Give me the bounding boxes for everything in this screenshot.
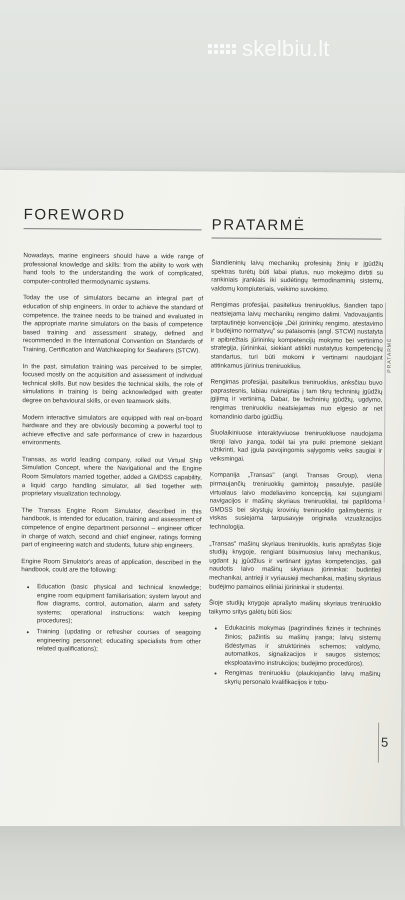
pratarme-bullet: • Rengimas treniruokliu (plaukiojančio laivų mašinų skyrių personalo kvalifikacijos ir tobu- xyxy=(224,670,380,688)
foreword-paragraph: Today the use of simulators became an integral part of education of ship engineers. In order to achieve the standard of competence, the trainee needs to be trained and evaluated in the appropriate marine simulators on the basis of competence based training and assessment strategy, defined and recommended in the International Convention on Standards of Training, Certification and Watchkeeping for Seafarers (STCW). xyxy=(22,294,204,355)
pratarme-paragraph: „Transas" mašinų skyriaus treniruoklis, kuris aprašytas šioje studijų knygoje, rengiant būsimuosius laivų mechanikus, ugdant jų įgūdžius ir vertinant įgytas kompetencijas, gali naudotis laivo mašinų skyriaus jūrininkai: budintieji mechanikai, antrieji ir vyriausieji mechanikai, mašinų skyriaus budėjimo pamainos eiliniai jūrininkai ir studentai. xyxy=(209,540,382,592)
pratarme-paragraph: Rengimas profesijai, pasitelkus treniruoklius, anksčiau buvo paprastesnis, labiau nukreiptas į tam tikrų techninių įgūdžių įgijimą ir vertinimą. Dabar, be techninių įgūdžių, ugdymo, rengimas treniruokliu neatsiejamas nuo elgesio ar net komandinio darbo įgūdžių. xyxy=(210,378,383,421)
foreword-paragraph: Modern interactive simulators are equipped with real on-board hardware and they are obviously becoming a powerful tool to achieve effective and safe performance of crew in hazardous environments. xyxy=(22,413,203,447)
side-section-tab: PRATARMĖ xyxy=(386,337,393,373)
pratarme-bullet: • Edukacinis mokymas (pagrindinės fizinės ir techninės žinios; pažintis su mašinų įranga; laivų sistemų išdėstymas ir struktūrinės schemos; valdymo, automatikos, signalizacijos ir saugos sistemos; eksploatavimo instrukcijos; budėjimo procedūros). xyxy=(225,625,381,669)
pratarme-bullet-list xyxy=(208,625,380,688)
pratarme-paragraph: Šiandieninių laivų mechanikų profesinių žinių ir įgūdžių spektras turėtų būti labai platus, nuo mokėjimo dirbti su rankiniais įrankiais iki sudėtingų termodinaminių sistemų, valdomų kompiuteriais, veikimo suvokimo. xyxy=(211,259,384,294)
pratarme-heading: PRATARMĖ xyxy=(211,216,306,235)
foreword-paragraph: Engine Room Simulator's areas of application, described in the handbook, could are the following: xyxy=(21,557,202,575)
foreword-bullet: • Training (updating or refresher courses of seagoing engineering personnel; educating specialists from other related qualifications); xyxy=(37,628,201,655)
foreword-paragraph: The Transas Engine Room Simulator, described in this handbook, is intended for education, training and assessment of competence of engine department personnel – engineer officer in charge of watch, second and chief engineer, ratings forming part of engineering watch and students, future ship engineers. xyxy=(21,507,202,550)
pratarme-paragraph: Šioje studijų knygoje aprašyto mašinų skyriaus treniruoklio taikymo sritys galėtų būti šios: xyxy=(208,599,382,616)
side-divider xyxy=(384,303,386,503)
foreword-column xyxy=(21,170,204,653)
pratarme-text xyxy=(208,259,383,694)
watermark-logo-icon xyxy=(208,44,236,54)
table-surface xyxy=(0,826,405,900)
pratarme-paragraph: Rengimas profesijai, pasitelkus treniruoklius, šiandien tapo neatsiejama laivų mechanikų rengimo dalimi. Vadovaujantis tarptautinėje konvencijoje „Dėl jūrininkų rengimo, atestavimo ir budėjimo normatyvų" su pataisomis (angl. STCW) nustatyta ir apibrėžtais jūrininkų kompetencijų mokymo bei vertinimo strategija, jūrininkai, siekiant atitikti nustatytus kompetencijų standartus, turi būti mokomi ir vertinami naudojant atitinkamus jūrinius treniruoklius. xyxy=(210,301,384,370)
foreword-bullet: • Education (basic physical and technical knowledge; engine room equipment familiarisation; system layout and flow diagrams, control, automation, alarm and safety systems; operational instructions: watch keeping procedures); xyxy=(37,583,201,627)
foreword-heading: FOREWORD xyxy=(23,206,126,224)
foreword-paragraph: Nowadays, marine engineers should have a wide range of professional knowledge and skills: from the ability to work with hand tools to the understanding the work of complicated, computer-controlled thermodynamic systems. xyxy=(23,252,204,286)
foreword-paragraph: In the past, simulation training was perceived to be simpler, focused mostly on the acquisition and assessment of individual technical skills. But now besides the technical skills, the role of simulations in training is being acknowledged with greater degree on behavioural skills, or even teamwork skills. xyxy=(22,362,203,406)
pratarme-paragraph: Kompanija „Transas" (angl. Transas Group), viena pirmaujančių treniruoklių gamintojų pasaulyje, pasiūlė virtualaus laivo modeliavimo koncepciją, kai sujungiami navigacijos ir mašinų skyriaus treniruokliai, tai papildoma GMDSS bei skystųjų krovinių treniruoklio galimybėmis ir viskas susiejama tarpusavyje originalia vizualizacijos technologija. xyxy=(209,471,382,531)
book-page xyxy=(0,170,405,833)
page-number-divider xyxy=(378,723,379,763)
foreword-paragraph: Transas, as world leading company, rolled out Virtual Ship Simulation Concept, where the Navigational and the Engine Room Simulators married together, added a GMDSS capability, a liquid cargo handling simulator, all tied together with proprietary visualization technology. xyxy=(21,456,202,499)
watermark xyxy=(208,34,330,64)
background-wall xyxy=(0,0,405,175)
pratarme-rule xyxy=(212,237,382,239)
pratarme-paragraph: Šiuolaikiniuose interaktyviuose treniruokliuose naudojama tikroji laivo įranga, todėl tai yra puiki priemonė siekiant užtikrinti, kad įgula pavojingomis sąlygomis veiks saugiai ir veiksmingai. xyxy=(209,429,383,463)
page-number: 5 xyxy=(380,734,389,750)
foreword-text xyxy=(21,252,204,661)
foreword-bullet-list xyxy=(21,583,201,655)
watermark-text: skelbiu.lt xyxy=(242,36,330,61)
pratarme-column xyxy=(208,171,384,687)
foreword-rule xyxy=(24,228,202,230)
